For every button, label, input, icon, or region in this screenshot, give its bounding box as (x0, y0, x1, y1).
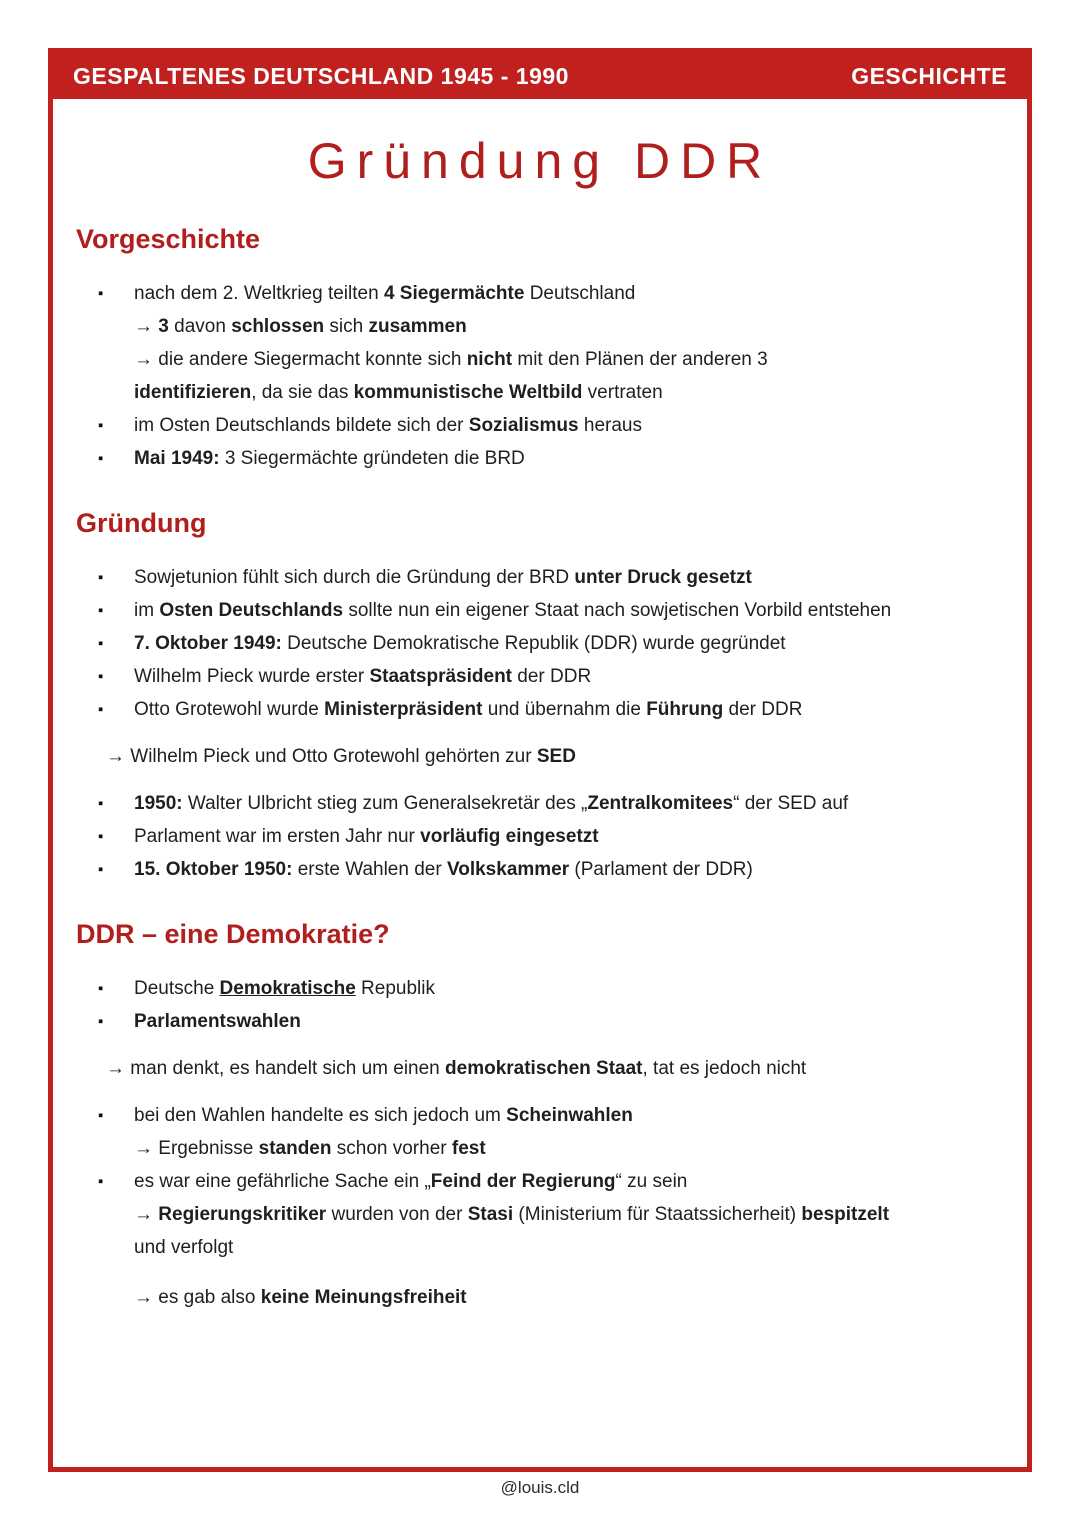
text-run: standen (258, 1138, 332, 1159)
text-run: 15. Oktober 1950: (134, 859, 293, 880)
footer-credit: @louis.cld (500, 1478, 580, 1497)
arrow-icon: → (106, 746, 131, 767)
text-run: identifizieren (134, 382, 252, 403)
text-run: mit den Plänen der anderen 3 (512, 349, 768, 370)
text-run: es war eine gefährliche Sache ein „ (134, 1171, 431, 1192)
text-run: der DDR (512, 666, 592, 687)
arrow-icon: → (134, 1287, 159, 1308)
bullet-item (76, 409, 997, 442)
header-left-label: GESPALTENES DEUTSCHLAND 1945 - 1990 (73, 62, 569, 89)
arrow-item (76, 310, 997, 343)
bullet-marker-icon: ▪ (98, 861, 104, 878)
bullet-item (76, 627, 997, 660)
text-run: man denkt, es handelt sich um einen (130, 1058, 446, 1079)
page-frame (48, 48, 1032, 1472)
bullet-item (76, 660, 997, 693)
text-run: 3 Siegermächte gründeten die BRD (219, 448, 525, 469)
bullet-item (76, 594, 997, 627)
bullet-item (76, 1005, 997, 1038)
arrow-item (76, 1198, 997, 1264)
bullet-marker-icon: ▪ (98, 701, 104, 718)
bullet-marker-icon: ▪ (98, 1107, 104, 1124)
text-run: und übernahm die (482, 699, 647, 720)
section (76, 222, 997, 475)
section-heading: Gründung (76, 508, 207, 538)
arrow-item (76, 1052, 997, 1085)
bullet-item (76, 442, 997, 475)
arrow-icon: → (134, 316, 159, 337)
text-run: Scheinwahlen (506, 1105, 633, 1126)
text-run: Republik (355, 978, 435, 999)
text-run: erste Wahlen der (292, 859, 447, 880)
bullet-item (76, 853, 997, 886)
text-run: schon vorher (331, 1138, 452, 1159)
text-run: bei den Wahlen handelte es sich jedoch um (134, 1105, 507, 1126)
bullet-marker-icon: ▪ (98, 1013, 104, 1030)
bullet-item (76, 787, 997, 820)
text-run: “ zu sein (615, 1171, 688, 1192)
text-run: 1950: (134, 793, 183, 814)
bullet-item (76, 561, 997, 594)
text-run: Parlamentswahlen (134, 1011, 301, 1032)
text-run: Feind der Regierung (430, 1171, 616, 1192)
text-run: kommunistische Weltbild (353, 382, 583, 403)
bullet-marker-icon: ▪ (98, 602, 104, 619)
arrow-icon: → (134, 1204, 159, 1225)
text-run: Sowjetunion fühlt sich durch die Gründung der BRD (134, 567, 575, 588)
text-run: 4 Siegermächte (383, 283, 525, 304)
section (76, 917, 997, 1314)
text-run: und verfolgt (134, 1237, 234, 1258)
section-heading: Vorgeschichte (76, 224, 261, 254)
text-run: heraus (578, 415, 642, 436)
bullet-marker-icon: ▪ (98, 450, 104, 467)
text-run: Parlament war im ersten Jahr nur (134, 826, 421, 847)
text-run: nach dem 2. Weltkrieg teilten (134, 283, 384, 304)
text-run: vorläufig eingesetzt (420, 826, 599, 847)
text-run: “ der SED auf (733, 793, 849, 814)
section-heading: DDR – eine Demokratie? (76, 919, 390, 949)
text-run: fest (451, 1138, 486, 1159)
text-run: , tat es jedoch nicht (642, 1058, 807, 1079)
text-run: unter Druck gesetzt (574, 567, 752, 588)
text-run: 7. Oktober 1949: (134, 633, 282, 654)
text-run: demokratischen Staat (445, 1058, 643, 1079)
bullet-marker-icon: ▪ (98, 795, 104, 812)
text-run: vertraten (582, 382, 663, 403)
text-run: sich (324, 316, 369, 337)
text-run: Mai 1949: (134, 448, 220, 469)
text-run: Ministerpräsident (324, 699, 483, 720)
text-run: (Ministerium für Staatssicherheit) (513, 1204, 802, 1225)
bullet-marker-icon: ▪ (98, 417, 104, 434)
text-run: , da sie das (251, 382, 354, 403)
bullet-item (76, 1165, 997, 1198)
text-run: Sozialismus (468, 415, 579, 436)
text-run: Deutsche Demokratische Republik (DDR) wurde gegründet (281, 633, 786, 654)
text-run: Deutschland (524, 283, 636, 304)
bullet-marker-icon: ▪ (98, 980, 104, 997)
text-run: es gab also (158, 1287, 261, 1308)
bullet-item (76, 1099, 997, 1132)
arrow-item (76, 1132, 997, 1165)
arrow-item (76, 1281, 997, 1314)
arrow-icon: → (106, 1058, 131, 1079)
arrow-icon: → (134, 349, 159, 370)
text-run: zusammen (368, 316, 467, 337)
bullet-marker-icon: ▪ (98, 635, 104, 652)
text-run: Wilhelm Pieck wurde erster (134, 666, 370, 687)
bullet-marker-icon: ▪ (98, 285, 104, 302)
text-run: im (134, 600, 160, 621)
bullet-marker-icon: ▪ (98, 1173, 104, 1190)
sections (53, 222, 1027, 1314)
text-run: SED (536, 746, 576, 767)
bullet-item (76, 693, 997, 726)
bullet-item (76, 820, 997, 853)
text-run: bespitzelt (801, 1204, 890, 1225)
text-run: davon (168, 316, 232, 337)
bullet-item (76, 277, 997, 310)
arrow-icon: → (134, 1138, 159, 1159)
text-run: Ergebnisse (158, 1138, 259, 1159)
header-bar (53, 53, 1027, 99)
text-run: nicht (466, 349, 513, 370)
header-right-label: GESCHICHTE (851, 62, 1007, 89)
text-run: keine Meinungsfreiheit (260, 1287, 467, 1308)
text-run: wurden von der (326, 1204, 468, 1225)
page-title: Gründung DDR (307, 133, 773, 189)
text-run: Staatspräsident (369, 666, 512, 687)
text-run: Walter Ulbricht stieg zum Generalsekretär des „ (182, 793, 588, 814)
bullet-marker-icon: ▪ (98, 668, 104, 685)
text-run: Führung (646, 699, 724, 720)
arrow-item (76, 343, 997, 409)
arrow-item (76, 740, 997, 773)
text-run: im Osten Deutschlands bildete sich der (134, 415, 469, 436)
section (76, 506, 997, 886)
text-run: Demokratische (219, 978, 356, 999)
bullet-item (76, 972, 997, 1005)
text-run: 3 (158, 316, 169, 337)
bullet-marker-icon: ▪ (98, 828, 104, 845)
text-run: Zentralkomitees (587, 793, 734, 814)
text-run: der DDR (723, 699, 803, 720)
bullet-marker-icon: ▪ (98, 569, 104, 586)
text-run: Volkskammer (446, 859, 570, 880)
text-run: Deutsche (134, 978, 220, 999)
text-run: sollte nun ein eigener Staat nach sowjetischen Vorbild entstehen (343, 600, 892, 621)
text-run: schlossen (231, 316, 325, 337)
text-run: Otto Grotewohl wurde (134, 699, 325, 720)
text-run: Osten Deutschlands (159, 600, 344, 621)
text-run: die andere Siegermacht konnte sich (158, 349, 467, 370)
text-run: Wilhelm Pieck und Otto Grotewohl gehörten zur (130, 746, 537, 767)
text-run: Regierungskritiker (158, 1204, 327, 1225)
text-run: (Parlament der DDR) (569, 859, 753, 880)
text-run: Stasi (467, 1204, 514, 1225)
